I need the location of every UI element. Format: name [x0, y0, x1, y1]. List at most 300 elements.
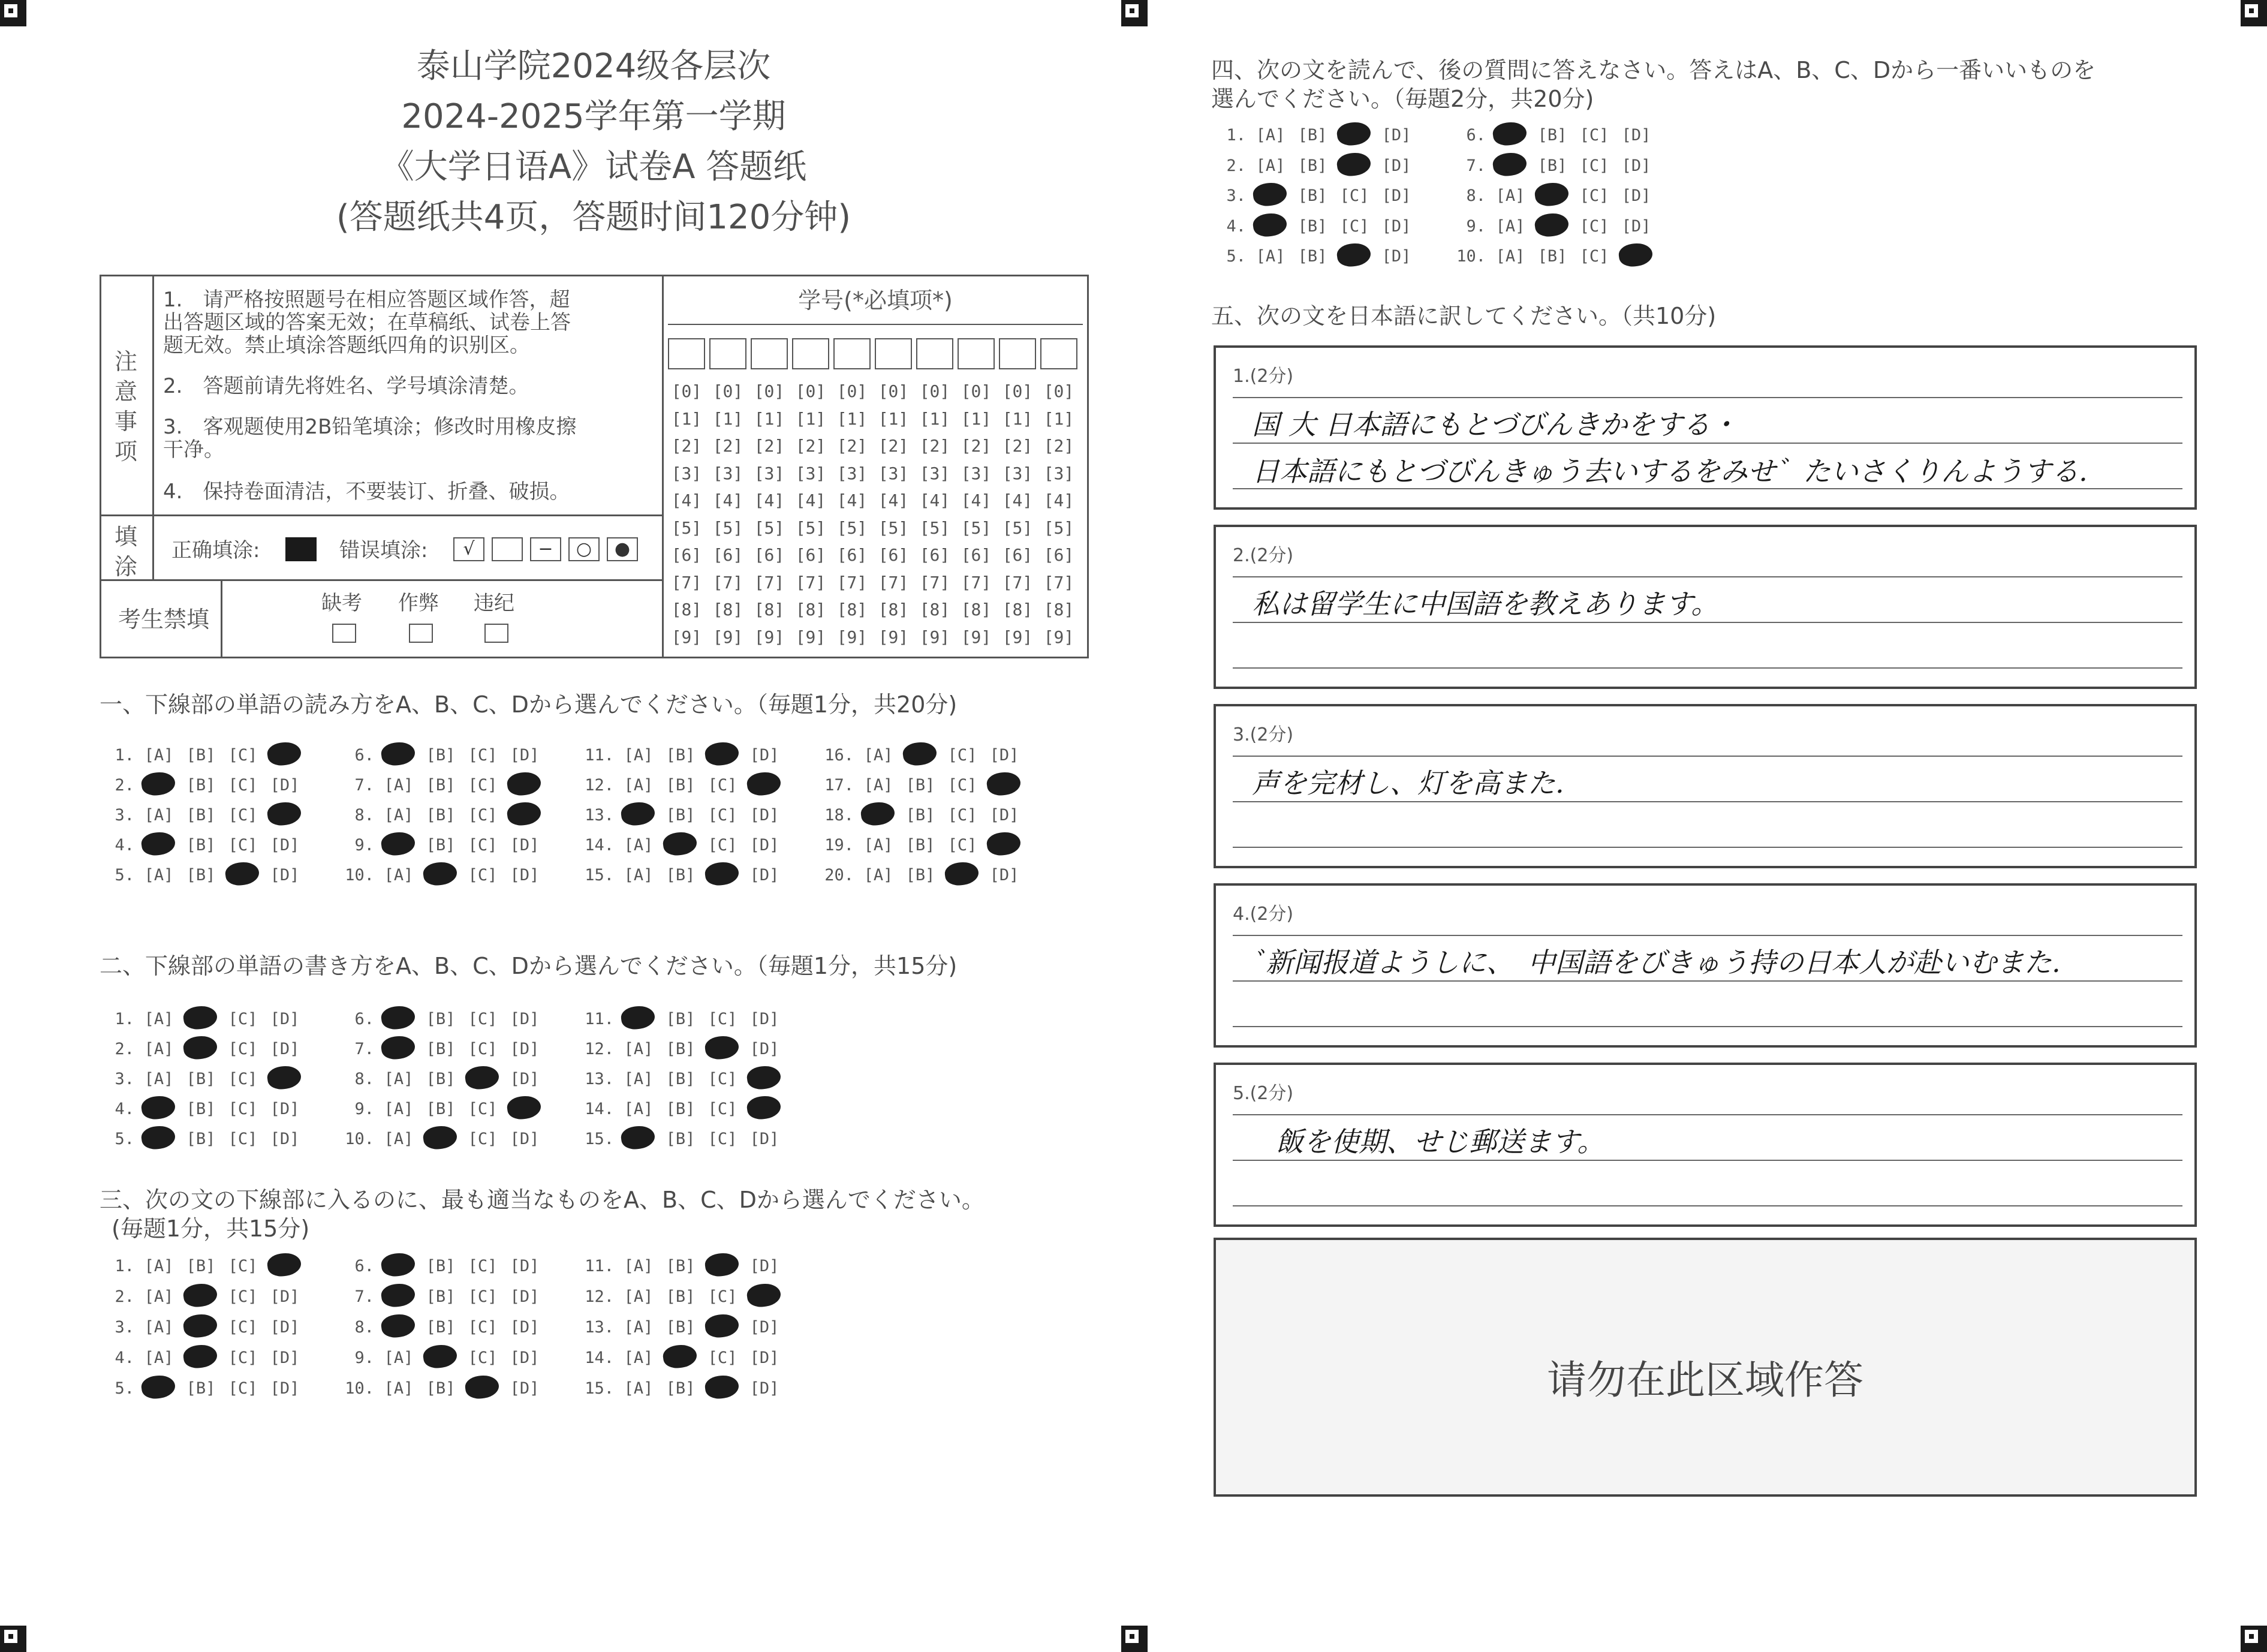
- answer-bubble-c[interactable]: [462, 806, 504, 825]
- answer-bubble-b[interactable]: [660, 1070, 702, 1088]
- student-id-digit-option[interactable]: [0]: [1043, 381, 1074, 401]
- student-id-digit-option[interactable]: [4]: [795, 491, 826, 510]
- answer-bubble-a[interactable]: [618, 1318, 660, 1337]
- answer-bubble-a[interactable]: [1489, 157, 1531, 175]
- student-id-digit-option[interactable]: [8]: [878, 600, 909, 619]
- forbidden-item-checkbox[interactable]: [409, 624, 433, 643]
- answer-bubble-c[interactable]: [702, 1040, 743, 1058]
- answer-bubble-a[interactable]: [138, 1070, 180, 1088]
- answer-bubble-a[interactable]: [857, 776, 899, 795]
- student-id-digit-option[interactable]: [1]: [878, 408, 909, 429]
- answer-bubble-d[interactable]: [504, 1257, 546, 1275]
- answer-bubble-b[interactable]: [180, 1257, 222, 1275]
- student-id-digit-option[interactable]: [6]: [961, 545, 992, 565]
- answer-bubble-c[interactable]: [702, 1010, 743, 1028]
- student-id-digit-option[interactable]: [9]: [961, 627, 992, 647]
- student-id-digit-option[interactable]: [6]: [712, 545, 743, 565]
- student-id-digit-option[interactable]: [0]: [836, 381, 868, 401]
- answer-bubble-b[interactable]: [660, 746, 702, 765]
- student-id-digit-option[interactable]: [8]: [754, 600, 785, 619]
- answer-bubble-c[interactable]: [462, 1010, 504, 1028]
- answer-bubble-c[interactable]: [462, 1040, 504, 1058]
- student-id-digit-box[interactable]: [792, 338, 829, 369]
- answer-bubble-c[interactable]: [702, 836, 743, 854]
- answer-bubble-b[interactable]: [180, 1318, 222, 1337]
- answer-bubble-d[interactable]: [264, 1287, 306, 1306]
- answer-bubble-d[interactable]: [264, 1379, 306, 1398]
- answer-bubble-a[interactable]: [378, 1040, 420, 1058]
- answer-bubble-a[interactable]: [378, 1379, 420, 1398]
- answer-bubble-c[interactable]: [702, 806, 743, 825]
- answer-bubble-c[interactable]: [702, 1070, 743, 1088]
- student-id-digit-option[interactable]: [5]: [961, 517, 992, 538]
- student-id-digit-option[interactable]: [6]: [795, 545, 826, 565]
- answer-bubble-b[interactable]: [420, 806, 462, 825]
- student-id-digit-option[interactable]: [9]: [671, 627, 702, 647]
- answer-bubble-b[interactable]: [420, 1040, 462, 1058]
- answer-bubble-c[interactable]: [1333, 126, 1375, 145]
- answer-bubble-c[interactable]: [222, 1100, 264, 1118]
- answer-bubble-c[interactable]: [702, 746, 743, 765]
- translation-answer-box[interactable]: [1214, 1063, 2197, 1227]
- student-id-digit-option[interactable]: [7]: [754, 572, 785, 592]
- answer-bubble-c[interactable]: [222, 1287, 264, 1306]
- student-id-digit-option[interactable]: [8]: [919, 600, 950, 619]
- student-id-digit-option[interactable]: [5]: [1002, 517, 1033, 538]
- student-id-digit-option[interactable]: [0]: [712, 381, 743, 401]
- answer-bubble-c[interactable]: [702, 866, 743, 884]
- answer-bubble-b[interactable]: [180, 866, 222, 884]
- answer-bubble-b[interactable]: [420, 776, 462, 795]
- answer-bubble-b[interactable]: [1531, 186, 1573, 205]
- answer-bubble-a[interactable]: [138, 1287, 180, 1306]
- answer-bubble-c[interactable]: [462, 1070, 504, 1088]
- student-id-digit-option[interactable]: [4]: [754, 491, 785, 510]
- student-id-digit-option[interactable]: [1]: [1043, 408, 1074, 429]
- student-id-digit-option[interactable]: [8]: [795, 600, 826, 619]
- answer-bubble-a[interactable]: [378, 806, 420, 825]
- answer-bubble-c[interactable]: [1573, 186, 1615, 205]
- answer-bubble-b[interactable]: [1531, 247, 1573, 266]
- answer-bubble-d[interactable]: [1615, 126, 1657, 145]
- answer-bubble-d[interactable]: [743, 1287, 785, 1306]
- student-id-digit-option[interactable]: [8]: [961, 600, 992, 619]
- answer-bubble-a[interactable]: [138, 1257, 180, 1275]
- answer-bubble-b[interactable]: [180, 1070, 222, 1088]
- answer-bubble-a[interactable]: [378, 866, 420, 884]
- answer-bubble-c[interactable]: [941, 806, 983, 825]
- student-id-digit-option[interactable]: [0]: [919, 381, 950, 401]
- answer-bubble-d[interactable]: [743, 1257, 785, 1275]
- answer-bubble-c[interactable]: [941, 866, 983, 884]
- answer-bubble-d[interactable]: [1375, 186, 1417, 205]
- answer-bubble-b[interactable]: [180, 1100, 222, 1118]
- student-id-digit-option[interactable]: [4]: [836, 491, 868, 510]
- answer-bubble-d[interactable]: [264, 806, 306, 825]
- student-id-digit-option[interactable]: [5]: [1043, 517, 1074, 538]
- answer-bubble-d[interactable]: [264, 836, 306, 854]
- answer-bubble-b[interactable]: [1291, 126, 1333, 145]
- student-id-digit-box[interactable]: [751, 338, 788, 369]
- answer-bubble-b[interactable]: [660, 776, 702, 795]
- answer-bubble-d[interactable]: [1615, 186, 1657, 205]
- answer-bubble-a[interactable]: [618, 776, 660, 795]
- answer-bubble-c[interactable]: [702, 1100, 743, 1118]
- answer-bubble-b[interactable]: [1291, 217, 1333, 236]
- answer-bubble-b[interactable]: [420, 866, 462, 884]
- student-id-digit-option[interactable]: [9]: [754, 627, 785, 647]
- answer-bubble-c[interactable]: [222, 866, 264, 884]
- answer-bubble-a[interactable]: [1250, 247, 1291, 266]
- answer-bubble-c[interactable]: [462, 1318, 504, 1337]
- answer-bubble-c[interactable]: [462, 1130, 504, 1148]
- answer-bubble-b[interactable]: [660, 1318, 702, 1337]
- answer-bubble-d[interactable]: [1375, 247, 1417, 266]
- student-id-digit-option[interactable]: [5]: [671, 517, 702, 538]
- student-id-digit-option[interactable]: [4]: [961, 491, 992, 510]
- answer-bubble-b[interactable]: [1531, 217, 1573, 236]
- answer-bubble-d[interactable]: [743, 1130, 785, 1148]
- answer-bubble-b[interactable]: [1291, 186, 1333, 205]
- student-id-digit-option[interactable]: [8]: [1043, 600, 1074, 619]
- answer-bubble-d[interactable]: [504, 1070, 546, 1088]
- answer-bubble-b[interactable]: [899, 746, 941, 765]
- student-id-digit-option[interactable]: [6]: [1043, 545, 1074, 565]
- student-id-digit-option[interactable]: [7]: [795, 572, 826, 592]
- answer-bubble-c[interactable]: [222, 776, 264, 795]
- answer-bubble-a[interactable]: [618, 1257, 660, 1275]
- answer-bubble-d[interactable]: [983, 866, 1025, 884]
- answer-bubble-b[interactable]: [899, 806, 941, 825]
- student-id-digit-option[interactable]: [2]: [754, 436, 785, 456]
- answer-bubble-b[interactable]: [660, 1130, 702, 1148]
- answer-bubble-b[interactable]: [1291, 157, 1333, 175]
- student-id-digit-option[interactable]: [6]: [671, 545, 702, 565]
- answer-bubble-a[interactable]: [138, 746, 180, 765]
- answer-bubble-b[interactable]: [1531, 157, 1573, 175]
- answer-bubble-d[interactable]: [504, 746, 546, 765]
- answer-bubble-c[interactable]: [1333, 157, 1375, 175]
- answer-bubble-b[interactable]: [420, 1287, 462, 1306]
- answer-bubble-b[interactable]: [180, 776, 222, 795]
- answer-bubble-c[interactable]: [702, 1130, 743, 1148]
- answer-bubble-b[interactable]: [180, 1130, 222, 1148]
- student-id-digit-option[interactable]: [8]: [836, 600, 868, 619]
- answer-bubble-b[interactable]: [660, 1040, 702, 1058]
- forbidden-item-checkbox[interactable]: [332, 624, 356, 643]
- answer-bubble-d[interactable]: [983, 746, 1025, 765]
- answer-bubble-c[interactable]: [462, 1257, 504, 1275]
- answer-bubble-c[interactable]: [222, 1349, 264, 1367]
- answer-bubble-b[interactable]: [180, 1040, 222, 1058]
- answer-bubble-c[interactable]: [222, 1070, 264, 1088]
- answer-bubble-d[interactable]: [264, 1257, 306, 1275]
- answer-bubble-c[interactable]: [1573, 157, 1615, 175]
- answer-bubble-b[interactable]: [899, 776, 941, 795]
- student-id-digit-option[interactable]: [2]: [836, 436, 868, 456]
- answer-bubble-b[interactable]: [660, 836, 702, 854]
- answer-bubble-c[interactable]: [222, 806, 264, 825]
- answer-bubble-b[interactable]: [660, 806, 702, 825]
- answer-bubble-c[interactable]: [222, 836, 264, 854]
- answer-bubble-a[interactable]: [618, 1130, 660, 1148]
- answer-bubble-a[interactable]: [618, 866, 660, 884]
- student-id-digit-option[interactable]: [6]: [919, 545, 950, 565]
- answer-bubble-c[interactable]: [702, 1257, 743, 1275]
- student-id-digit-option[interactable]: [5]: [919, 517, 950, 538]
- answer-bubble-d[interactable]: [743, 746, 785, 765]
- answer-bubble-d[interactable]: [1375, 126, 1417, 145]
- translation-answer-box[interactable]: [1214, 345, 2197, 510]
- answer-bubble-c[interactable]: [1333, 247, 1375, 266]
- answer-bubble-d[interactable]: [264, 1040, 306, 1058]
- answer-bubble-c[interactable]: [941, 746, 983, 765]
- student-id-digit-option[interactable]: [7]: [712, 572, 743, 592]
- answer-bubble-d[interactable]: [504, 1130, 546, 1148]
- answer-bubble-a[interactable]: [378, 1130, 420, 1148]
- student-id-digit-option[interactable]: [4]: [1043, 491, 1074, 510]
- answer-bubble-b[interactable]: [420, 1070, 462, 1088]
- answer-bubble-d[interactable]: [264, 1100, 306, 1118]
- answer-bubble-a[interactable]: [378, 1257, 420, 1275]
- student-id-digit-option[interactable]: [9]: [878, 627, 909, 647]
- student-id-digit-option[interactable]: [3]: [961, 463, 992, 483]
- student-id-digit-option[interactable]: [0]: [961, 381, 992, 401]
- student-id-digit-option[interactable]: [9]: [919, 627, 950, 647]
- answer-bubble-c[interactable]: [702, 1318, 743, 1337]
- student-id-digit-option[interactable]: [6]: [754, 545, 785, 565]
- student-id-digit-option[interactable]: [1]: [754, 408, 785, 429]
- student-id-digit-option[interactable]: [5]: [712, 517, 743, 538]
- answer-bubble-a[interactable]: [378, 1318, 420, 1337]
- answer-bubble-a[interactable]: [857, 836, 899, 854]
- answer-bubble-d[interactable]: [264, 866, 306, 884]
- answer-bubble-c[interactable]: [222, 1318, 264, 1337]
- student-id-digit-option[interactable]: [2]: [712, 436, 743, 456]
- answer-bubble-d[interactable]: [1375, 157, 1417, 175]
- student-id-digit-box[interactable]: [1040, 338, 1077, 369]
- answer-bubble-a[interactable]: [857, 746, 899, 765]
- answer-bubble-d[interactable]: [264, 746, 306, 765]
- translation-answer-box[interactable]: [1214, 883, 2197, 1048]
- answer-bubble-d[interactable]: [743, 1349, 785, 1367]
- answer-bubble-b[interactable]: [420, 1100, 462, 1118]
- answer-bubble-b[interactable]: [180, 1010, 222, 1028]
- answer-bubble-d[interactable]: [743, 1040, 785, 1058]
- answer-bubble-a[interactable]: [1250, 217, 1291, 236]
- answer-bubble-c[interactable]: [222, 1130, 264, 1148]
- student-id-digit-option[interactable]: [9]: [1043, 627, 1074, 647]
- answer-bubble-c[interactable]: [1573, 217, 1615, 236]
- answer-bubble-a[interactable]: [378, 1100, 420, 1118]
- student-id-digit-box[interactable]: [916, 338, 953, 369]
- answer-bubble-d[interactable]: [743, 1379, 785, 1398]
- student-id-digit-option[interactable]: [2]: [878, 436, 909, 456]
- student-id-digit-option[interactable]: [7]: [961, 572, 992, 592]
- answer-bubble-a[interactable]: [618, 1349, 660, 1367]
- student-id-digit-option[interactable]: [3]: [754, 463, 785, 483]
- student-id-digit-box[interactable]: [668, 338, 705, 369]
- answer-bubble-c[interactable]: [462, 866, 504, 884]
- answer-bubble-b[interactable]: [420, 1379, 462, 1398]
- student-id-digit-option[interactable]: [6]: [836, 545, 868, 565]
- student-id-digit-option[interactable]: [1]: [919, 408, 950, 429]
- answer-bubble-b[interactable]: [660, 1379, 702, 1398]
- student-id-digit-option[interactable]: [6]: [1002, 545, 1033, 565]
- forbidden-item-checkbox[interactable]: [484, 624, 508, 643]
- student-id-digit-box[interactable]: [875, 338, 912, 369]
- answer-bubble-d[interactable]: [264, 1130, 306, 1148]
- answer-bubble-a[interactable]: [1489, 247, 1531, 266]
- answer-bubble-a[interactable]: [138, 1100, 180, 1118]
- answer-bubble-d[interactable]: [743, 1318, 785, 1337]
- answer-bubble-b[interactable]: [420, 836, 462, 854]
- student-id-digit-box[interactable]: [999, 338, 1036, 369]
- answer-bubble-d[interactable]: [743, 806, 785, 825]
- answer-bubble-c[interactable]: [462, 1379, 504, 1398]
- answer-bubble-b[interactable]: [660, 1010, 702, 1028]
- answer-bubble-d[interactable]: [504, 1287, 546, 1306]
- answer-bubble-a[interactable]: [378, 746, 420, 765]
- student-id-digit-option[interactable]: [1]: [795, 408, 826, 429]
- answer-bubble-a[interactable]: [138, 836, 180, 854]
- student-id-digit-option[interactable]: [0]: [1002, 381, 1033, 401]
- answer-bubble-c[interactable]: [462, 1287, 504, 1306]
- answer-bubble-a[interactable]: [618, 1010, 660, 1028]
- student-id-digit-option[interactable]: [4]: [671, 491, 702, 510]
- answer-bubble-b[interactable]: [420, 1010, 462, 1028]
- student-id-digit-option[interactable]: [0]: [754, 381, 785, 401]
- student-id-digit-option[interactable]: [1]: [1002, 408, 1033, 429]
- answer-bubble-c[interactable]: [222, 1010, 264, 1028]
- answer-bubble-a[interactable]: [378, 1010, 420, 1028]
- student-id-digit-option[interactable]: [7]: [878, 572, 909, 592]
- answer-bubble-c[interactable]: [1573, 247, 1615, 266]
- student-id-digit-option[interactable]: [6]: [878, 545, 909, 565]
- answer-bubble-d[interactable]: [983, 836, 1025, 854]
- answer-bubble-d[interactable]: [743, 1010, 785, 1028]
- answer-bubble-c[interactable]: [462, 746, 504, 765]
- student-id-digit-option[interactable]: [2]: [671, 436, 702, 456]
- answer-bubble-c[interactable]: [941, 836, 983, 854]
- answer-bubble-d[interactable]: [743, 1100, 785, 1118]
- student-id-digit-option[interactable]: [1]: [961, 408, 992, 429]
- answer-bubble-a[interactable]: [378, 1349, 420, 1367]
- student-id-digit-option[interactable]: [5]: [754, 517, 785, 538]
- student-id-digit-option[interactable]: [3]: [671, 463, 702, 483]
- student-id-digit-option[interactable]: [9]: [836, 627, 868, 647]
- answer-bubble-d[interactable]: [743, 1070, 785, 1088]
- student-id-digit-box[interactable]: [833, 338, 871, 369]
- student-id-digit-option[interactable]: [9]: [712, 627, 743, 647]
- answer-bubble-d[interactable]: [743, 836, 785, 854]
- answer-bubble-d[interactable]: [504, 1379, 546, 1398]
- answer-bubble-b[interactable]: [660, 866, 702, 884]
- student-id-digit-option[interactable]: [0]: [795, 381, 826, 401]
- student-id-digit-option[interactable]: [7]: [1043, 572, 1074, 592]
- answer-bubble-d[interactable]: [504, 1040, 546, 1058]
- student-id-digit-option[interactable]: [7]: [919, 572, 950, 592]
- answer-bubble-b[interactable]: [420, 1318, 462, 1337]
- answer-bubble-d[interactable]: [504, 1100, 546, 1118]
- student-id-digit-option[interactable]: [7]: [671, 572, 702, 592]
- answer-bubble-d[interactable]: [504, 866, 546, 884]
- student-id-digit-option[interactable]: [1]: [836, 408, 868, 429]
- student-id-digit-option[interactable]: [1]: [712, 408, 743, 429]
- answer-bubble-a[interactable]: [378, 776, 420, 795]
- answer-bubble-d[interactable]: [264, 776, 306, 795]
- answer-bubble-d[interactable]: [504, 776, 546, 795]
- student-id-digit-option[interactable]: [0]: [878, 381, 909, 401]
- answer-bubble-d[interactable]: [264, 1070, 306, 1088]
- student-id-digit-option[interactable]: [2]: [919, 436, 950, 456]
- student-id-digit-option[interactable]: [3]: [1002, 463, 1033, 483]
- answer-bubble-c[interactable]: [222, 1379, 264, 1398]
- answer-bubble-a[interactable]: [1250, 157, 1291, 175]
- answer-bubble-c[interactable]: [462, 776, 504, 795]
- answer-bubble-c[interactable]: [222, 1040, 264, 1058]
- answer-bubble-b[interactable]: [1531, 126, 1573, 145]
- translation-answer-box[interactable]: [1214, 704, 2197, 868]
- answer-bubble-c[interactable]: [702, 1287, 743, 1306]
- answer-bubble-a[interactable]: [138, 1040, 180, 1058]
- answer-bubble-d[interactable]: [504, 1318, 546, 1337]
- answer-bubble-a[interactable]: [1489, 186, 1531, 205]
- answer-bubble-a[interactable]: [138, 806, 180, 825]
- answer-bubble-b[interactable]: [180, 806, 222, 825]
- student-id-digit-option[interactable]: [8]: [712, 600, 743, 619]
- answer-bubble-a[interactable]: [138, 1130, 180, 1148]
- student-id-digit-box[interactable]: [958, 338, 995, 369]
- student-id-digit-box[interactable]: [709, 338, 746, 369]
- answer-bubble-d[interactable]: [504, 806, 546, 825]
- student-id-digit-option[interactable]: [8]: [1002, 600, 1033, 619]
- student-id-digit-option[interactable]: [5]: [878, 517, 909, 538]
- answer-bubble-b[interactable]: [420, 1130, 462, 1148]
- answer-bubble-c[interactable]: [1333, 217, 1375, 236]
- answer-bubble-a[interactable]: [618, 1287, 660, 1306]
- answer-bubble-a[interactable]: [378, 836, 420, 854]
- translation-answer-box[interactable]: [1214, 525, 2197, 689]
- answer-bubble-c[interactable]: [941, 776, 983, 795]
- answer-bubble-b[interactable]: [899, 866, 941, 884]
- answer-bubble-d[interactable]: [983, 806, 1025, 825]
- answer-bubble-b[interactable]: [660, 1349, 702, 1367]
- student-id-digit-option[interactable]: [3]: [795, 463, 826, 483]
- answer-bubble-b[interactable]: [1291, 247, 1333, 266]
- answer-bubble-c[interactable]: [702, 776, 743, 795]
- answer-bubble-b[interactable]: [420, 746, 462, 765]
- answer-bubble-a[interactable]: [618, 1100, 660, 1118]
- answer-bubble-a[interactable]: [138, 866, 180, 884]
- answer-bubble-d[interactable]: [1615, 217, 1657, 236]
- student-id-digit-option[interactable]: [7]: [836, 572, 868, 592]
- answer-bubble-a[interactable]: [138, 1379, 180, 1398]
- student-id-digit-option[interactable]: [2]: [1043, 436, 1074, 456]
- answer-bubble-b[interactable]: [420, 1349, 462, 1367]
- answer-bubble-b[interactable]: [180, 836, 222, 854]
- answer-bubble-c[interactable]: [462, 1349, 504, 1367]
- answer-bubble-b[interactable]: [660, 1257, 702, 1275]
- answer-bubble-a[interactable]: [378, 1287, 420, 1306]
- answer-bubble-a[interactable]: [1489, 217, 1531, 236]
- student-id-digit-option[interactable]: [5]: [836, 517, 868, 538]
- answer-bubble-a[interactable]: [138, 1010, 180, 1028]
- student-id-digit-option[interactable]: [9]: [1002, 627, 1033, 647]
- answer-bubble-c[interactable]: [462, 1100, 504, 1118]
- answer-bubble-a[interactable]: [857, 806, 899, 825]
- answer-bubble-d[interactable]: [1375, 217, 1417, 236]
